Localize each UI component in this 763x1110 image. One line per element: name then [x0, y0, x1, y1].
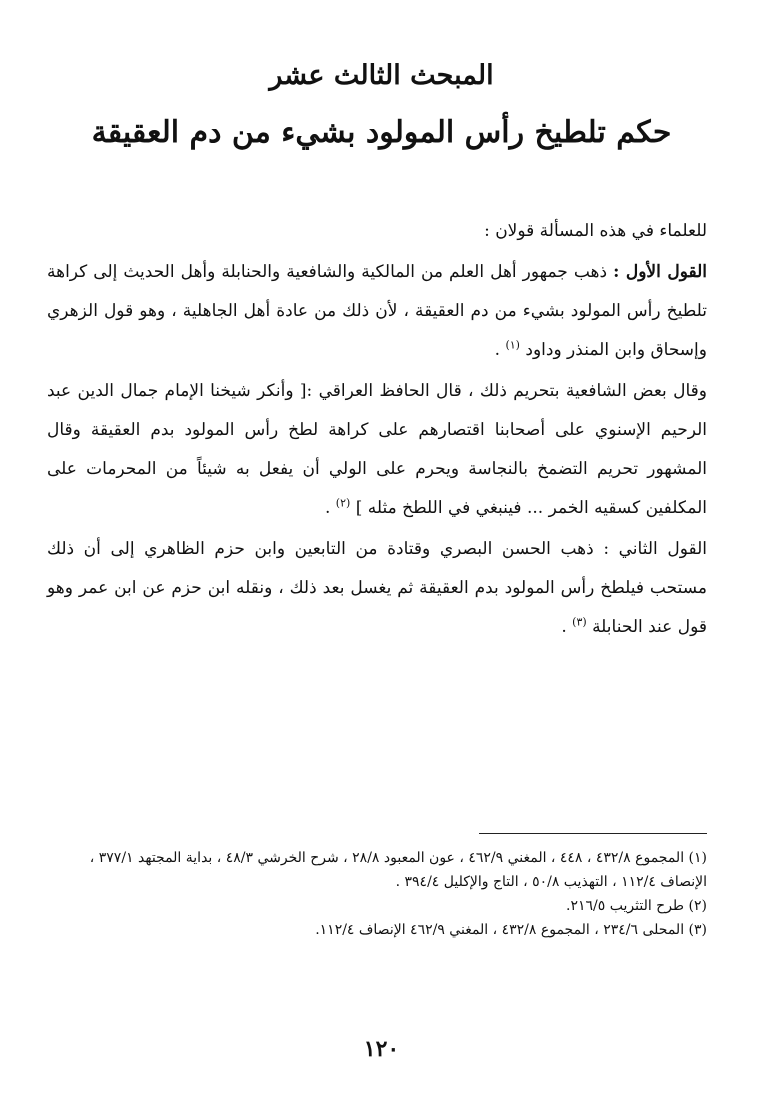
second-opinion-end: .	[561, 617, 567, 637]
footnote-ref-3: (٣)	[572, 615, 587, 629]
chapter-title: المبحث الثالث عشر	[269, 60, 494, 91]
second-opinion-lead: القول الثاني :	[603, 539, 707, 559]
chapter-subtitle: حكم تلطيخ رأس المولود بشيء من دم العقيقة	[91, 115, 672, 150]
iraqi-quote-text: وقال بعض الشافعية بتحريم ذلك ، قال الحافظ العراقي :[ وأنكر شيخنا الإمام جمال الدين عبد الرحيم الإسنوي على أصحابنا اقتصارهم على كراهة لطخ رأس المولود بدم العقيقة وقال المشهور تحريم التضمخ بالنجاسة ويحرم على الولي أن يفعل به شيئاً من المحرمات على المكلفين كسقيه الخمر ... فينبغي في اللطخ مثله ]	[47, 381, 707, 518]
footnote-2: (٢) طرح التثريب ٢١٦/٥.	[566, 898, 707, 914]
footnotes	[47, 846, 707, 942]
iraqi-quote-paragraph	[47, 372, 707, 528]
footnote-3: (٣) المحلى ٢٣٤/٦ ، المجموع ٤٣٢/٨ ، المغني ٤٦٢/٩ الإنصاف ١١٢/٤.	[315, 922, 707, 938]
footnote-ref-1: (١)	[505, 338, 520, 352]
page-number: ١٢٠	[363, 1036, 400, 1062]
second-opinion-paragraph	[47, 530, 707, 647]
first-opinion-end: .	[494, 340, 501, 360]
first-opinion-paragraph	[47, 253, 707, 370]
iraqi-quote-end: .	[324, 498, 331, 518]
first-opinion-text: ذهب جمهور أهل العلم من المالكية والشافعية والحنابلة وأهل الحديث إلى كراهة تلطيخ رأس المولود بشيء من دم العقيقة ، لأن ذلك من عادة أهل الجاهلية ، وهو قول الزهري وإسحاق وابن المنذر وداود	[47, 262, 707, 360]
second-opinion-text: ذهب الحسن البصري وقتادة من التابعين وابن حزم الظاهري إلى أن ذلك مستحب فيلطخ رأس المولود بدم العقيقة ثم يغسل بعد ذلك ، ونقله ابن حزم عن ابن عمر وهو قول عند الحنابلة	[47, 539, 707, 637]
intro-paragraph: للعلماء في هذه المسألة قولان :	[484, 221, 707, 241]
footnote-divider	[479, 833, 707, 834]
footnote-1: (١) المجموع ٤٣٢/٨ ، ٤٤٨ ، المغني ٤٦٢/٩ ، عون المعبود ٢٨/٨ ، شرح الخرشي ٤٨/٣ ، بداية المجتهد ٣٧٧/١ ، الإنصاف ١١٢/٤ ، التهذيب ٥٠/٨ ، التاج والإكليل ٣٩٤/٤ .	[89, 850, 707, 890]
footnote-ref-2: (٢)	[335, 496, 351, 510]
first-opinion-lead: القول الأول :	[613, 262, 708, 282]
main-text	[47, 212, 707, 647]
